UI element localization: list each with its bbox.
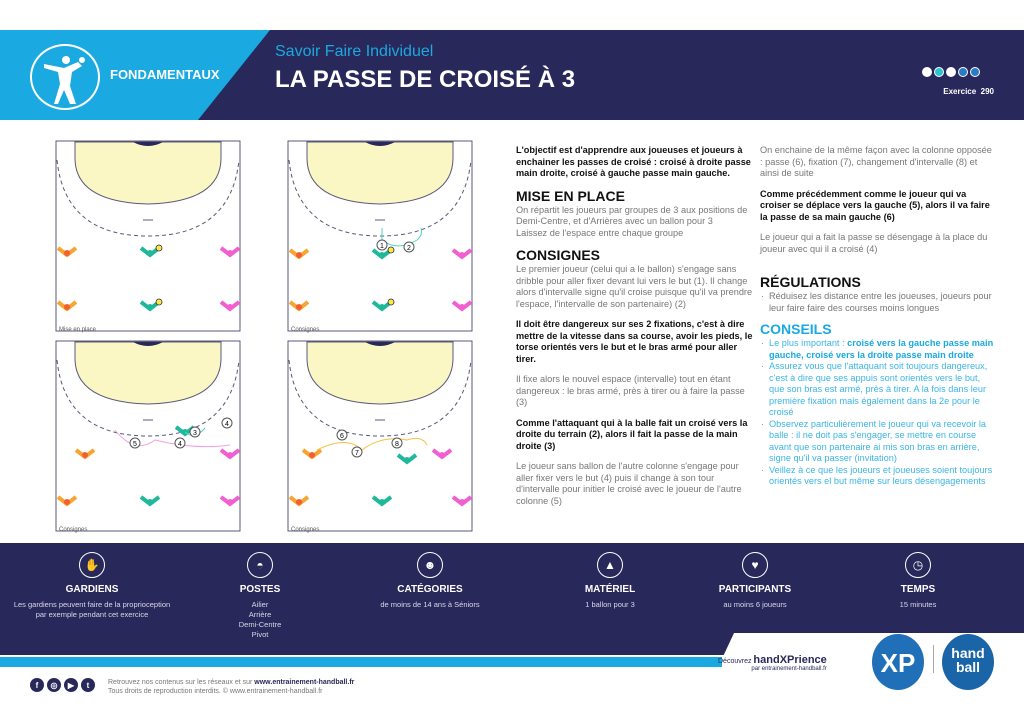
- diagram-label: Consignes: [291, 527, 320, 533]
- ball-marker: [156, 299, 162, 305]
- diagram-label: Mise en place: [59, 327, 97, 333]
- feature-text: 1 ballon pour 3: [585, 600, 635, 609]
- paragraph: On enchaine de la même façon avec la colonne opposée : passe (6), fixation (7), changement d'intervalle (8) et ainsi de suite: [760, 145, 992, 178]
- section-title: MISE EN PLACE: [516, 187, 625, 204]
- feature-text: 15 minutes: [899, 600, 937, 609]
- feature-1: [180, 552, 340, 640]
- list-item: · Assurez vous que l'attaquant soit toujours dangereux, c'est à dire que ses appuis sont orientés vers le but, que son bras est armé, près à tirer. A la fois dans leur première fixation mais également dans la 2e pour le croisé: [760, 361, 996, 419]
- copyright: Tous droits de reproduction interdits. © www.entrainement-handball.fr: [108, 688, 323, 695]
- subtitle: Savoir Faire Individuel: [275, 43, 434, 60]
- divider: [933, 645, 934, 673]
- list-item: · Veillez à ce que les joueurs et joueuses soient toujours orientés vers el but même sur leurs désengagements: [760, 465, 996, 488]
- feature-title: TEMPS: [900, 584, 936, 595]
- feature-0: [12, 552, 172, 620]
- text: Le plus important :: [769, 338, 848, 348]
- text-column-2: [760, 145, 996, 488]
- player-logo-icon: [30, 44, 100, 110]
- section-title: CONSIGNES: [516, 247, 601, 263]
- goalkeeper-icon: ✋: [79, 552, 105, 578]
- participants-icon: ♥: [742, 552, 768, 578]
- text: par entrainement-handball.fr: [751, 666, 827, 672]
- svg-text:5: 5: [133, 441, 137, 448]
- court-diagram: [55, 140, 241, 337]
- exercise-number: [943, 87, 994, 96]
- feature-3: [530, 552, 690, 610]
- paragraph: Il doit être dangereux sur ses 2 fixations, c'est à dire mettre de la vitesse dans sa course, avoir les pieds, le torse orientés vers le but et le bras armé pour aller tirer.: [516, 319, 753, 364]
- ball-icon: [970, 67, 980, 77]
- svg-text:2: 2: [407, 245, 411, 252]
- feature-title: CATÉGORIES: [397, 584, 463, 595]
- feature-title: PARTICIPANTS: [718, 584, 792, 595]
- cone-icon: ▲: [597, 552, 623, 578]
- footer-text: [108, 678, 354, 696]
- text: Retrouvez nos contenus sur les réseaux et sur: [108, 679, 255, 686]
- section-title: RÉGULATIONS: [760, 274, 861, 290]
- svg-text:3: 3: [193, 430, 197, 437]
- facebook-icon[interactable]: f: [30, 678, 44, 692]
- paragraph: Laissez de l'espace entre chaque groupe: [516, 227, 684, 238]
- feature-text: de moins de 14 ans à Séniors: [380, 600, 480, 609]
- group-icon: ☻: [417, 552, 443, 578]
- feature-5: [838, 552, 998, 610]
- brand: handXPrience: [753, 654, 827, 666]
- paragraph: Le joueur qui a fait la passe se désengage à la place du joueur avec qui il a croisé (4): [760, 232, 988, 254]
- feature-text: Les gardiens peuvent faire de la proprioception par exemple pendant cet exercice: [13, 600, 171, 619]
- feature-text: au moins 6 joueurs: [723, 600, 787, 609]
- exercise-label: Exercice: [943, 87, 977, 96]
- paragraph: Le joueur sans ballon de l'autre colonne s'engage pour aller fixer vers le but (4) puis il change à son tour d'intervalle pour initier le croisé avec le joueur de l'autre colonne (5): [516, 461, 742, 506]
- svg-text:7: 7: [355, 450, 359, 457]
- text-column-1: [516, 145, 754, 516]
- feature-text: Ailier Arrière Demi-Centre Pivot: [238, 600, 282, 639]
- paragraph: Il fixe alors le nouvel espace (intervalle) tout en étant dangereux : le bras armé, près à tirer ou à faire la passe (3): [516, 374, 745, 407]
- entrainement-handball-logo: [942, 634, 994, 690]
- feature-title: POSTES: [239, 584, 281, 595]
- website-link[interactable]: www.entrainement-handball.fr: [254, 679, 355, 686]
- text: Découvrez: [718, 658, 752, 665]
- paragraph: Comme précédemment comme le joueur qui va croiser se déplace vers la gauche (5), alors il va faire la passe de sa main gauche (6): [760, 188, 990, 222]
- header: [0, 30, 1024, 120]
- ball-icon: [958, 67, 968, 77]
- ball-marker: [388, 299, 394, 305]
- clock-icon: ◷: [905, 552, 931, 578]
- svg-text:8: 8: [395, 441, 399, 448]
- feature-4: [675, 552, 835, 610]
- exercise-value: 290: [980, 87, 994, 96]
- category-label: FONDAMENTAUX: [110, 67, 220, 82]
- list-item: [760, 338, 996, 361]
- ball-icon: [922, 67, 932, 77]
- paragraph: On répartit les joueurs par groupes de 3 aux positions de Demi-Centre, et d'Arrières avec un ballon pour 3: [516, 204, 748, 226]
- logo-text: XP: [880, 648, 916, 678]
- ball-icon: [934, 67, 944, 77]
- paragraph: Comme l'attaquant qui à la balle fait un croisé vers la droite du terrain (2), alors il fait la passe de la main droite (3): [516, 417, 748, 451]
- feature-title: MATÉRIEL: [584, 584, 636, 595]
- twitter-icon[interactable]: t: [81, 678, 95, 692]
- instagram-icon[interactable]: ◎: [47, 678, 61, 692]
- text: croisé vers la gauche passe main gauche, croisé vers la droite passe main droite: [769, 338, 994, 360]
- svg-text:1: 1: [380, 243, 384, 250]
- difficulty-rating: [922, 67, 980, 77]
- page-title: LA PASSE DE CROISÉ À 3: [275, 66, 576, 93]
- court-icon: ◓: [247, 552, 273, 578]
- handxprience-promo[interactable]: [718, 654, 827, 672]
- court-diagram: [287, 340, 473, 537]
- svg-text:4: 4: [178, 441, 182, 448]
- court-diagram: [55, 340, 241, 537]
- feature-title: GARDIENS: [65, 584, 119, 595]
- social-links: [30, 678, 95, 692]
- section-title: CONSEILS: [760, 321, 832, 337]
- ball-marker: [388, 247, 394, 253]
- ball-icon: [946, 67, 956, 77]
- list-item: · Observez particulièrement le joueur qui va recevoir la balle : il ne doit pas s'engager, se mettre en course avant que son partenaire ai mis son bras en arrière, signe qu'il va passer (invitation): [760, 419, 996, 465]
- feature-2: [350, 552, 510, 610]
- accent-stripe: [0, 657, 722, 667]
- svg-text:6: 6: [340, 433, 344, 440]
- diagram-label: Consignes: [291, 327, 320, 333]
- court-diagram: [287, 140, 473, 337]
- svg-text:4: 4: [225, 421, 229, 428]
- youtube-icon[interactable]: ▶: [64, 678, 78, 692]
- list-item: · Réduisez les distance entre les joueuses, joueurs pour leur faire faire des courses moins longues: [760, 291, 996, 314]
- objective: L'objectif est d'apprendre aux joueuses et joueurs à enchainer les passes de croisé : croisé à droite passe main droite, croisé à gauche passe main gauche.: [516, 145, 751, 178]
- xp-logo: [872, 634, 924, 690]
- ball-marker: [156, 245, 162, 251]
- paragraph: Le premier joueur (celui qui a le ballon) s'engage sans dribble pour aller fixer devant lui vers le but (1). Il change alors d'intervalle signe qu'il croise puisque qu'il va prendre l'espace, l'intervalle de son partenaire) (2): [516, 264, 753, 309]
- diagram-label: Consignes: [59, 527, 88, 533]
- logo-text: hand ball: [951, 645, 985, 675]
